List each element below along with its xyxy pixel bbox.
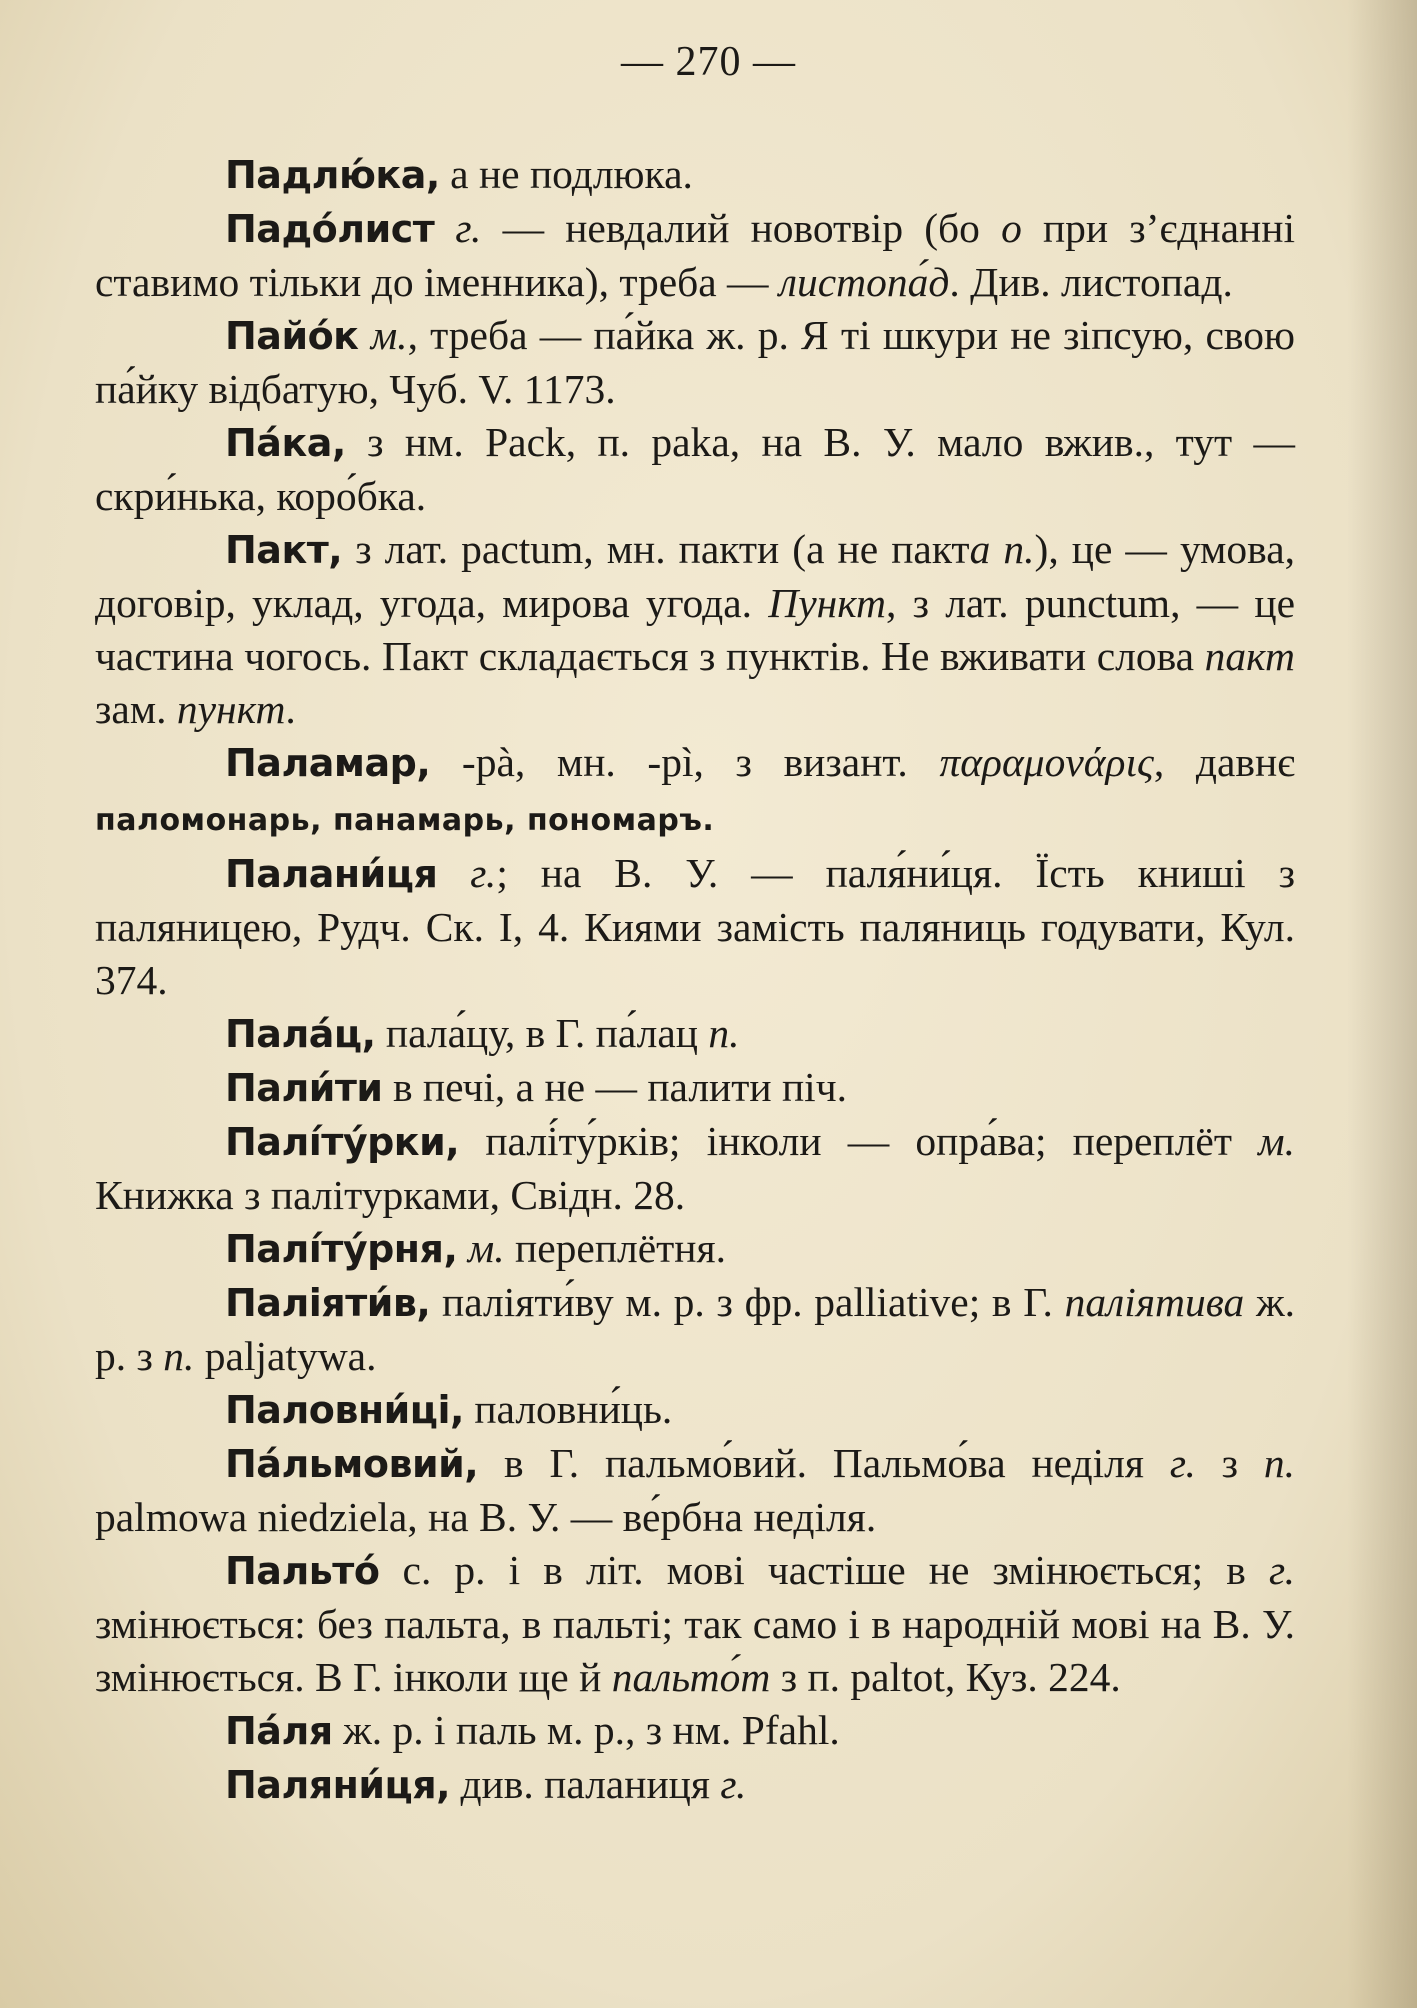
entry-palats <box>95 1007 1295 1061</box>
entry-text: в Г. пальмо́вий. Пальмо́ва неділя <box>478 1440 1170 1486</box>
headword: Па́ка, <box>225 421 346 465</box>
entry-palyty <box>95 1061 1295 1115</box>
entry-text: palmowa niedziela, на В. У. — ве́рбна неділя. <box>95 1494 877 1540</box>
italic-text: г. <box>720 1761 747 1807</box>
headword: Па́льмовий, <box>225 1442 479 1486</box>
entry-text: ж. р. і паль м. р., з нм. Pfahl. <box>332 1707 840 1753</box>
entry-text <box>990 526 1003 572</box>
headword: Пали́ти <box>225 1066 383 1110</box>
italic-text: г. <box>1268 1547 1295 1593</box>
entry-text: при з’єднанні ставимо тільки до іменника), треба — <box>95 205 1295 305</box>
entry-palovnytsi <box>95 1383 1295 1437</box>
entry-paliturky <box>95 1115 1295 1222</box>
entry-text: з лат. pactum, мн. пакти (а не пакт <box>342 526 970 572</box>
headword: Паляни́ця, <box>225 1763 451 1807</box>
entry-paliiatyv <box>95 1276 1295 1383</box>
italic-text: Пункт <box>768 580 887 626</box>
entry-palia <box>95 1704 1295 1758</box>
entry-text: з п. paltot, Куз. 224. <box>770 1654 1121 1700</box>
headword: Пакт, <box>225 528 343 572</box>
entry-text: Книжка з палітурками, Свідн. 28. <box>95 1172 686 1218</box>
italic-text: листопа́д <box>778 259 950 305</box>
entry-pakt <box>95 523 1295 736</box>
entry-text: ), це — умова, договір, уклад, угода, мирова угода. <box>95 526 1296 626</box>
entry-text: див. паланиця <box>450 1761 721 1807</box>
entry-palto <box>95 1544 1295 1704</box>
entry-padliuka <box>95 148 1295 202</box>
page-number: — 270 — <box>621 39 796 85</box>
italic-text: г. <box>1169 1440 1196 1486</box>
entry-palamar <box>95 736 1295 847</box>
entry-padolyst <box>95 202 1295 309</box>
italic-text: п. <box>163 1333 195 1379</box>
grammar-note: м. <box>358 312 408 358</box>
old-slavonic-text: паломонарь, панамарь, пономаръ. <box>95 803 715 838</box>
grammar-note: г. <box>437 850 497 896</box>
italic-text: пальто́т <box>611 1654 771 1700</box>
entry-palmovyi <box>95 1437 1295 1544</box>
grammar-note: м. <box>457 1225 505 1271</box>
headword: Падо́лист <box>225 207 435 251</box>
headword: Падлю́ка, <box>225 153 440 197</box>
italic-text: п. <box>708 1010 740 1056</box>
entry-text: , з лат. punctum, — це частина чогось. Пакт складається з пунктів. Не вживати слова <box>95 580 1295 679</box>
italic-text: пакт <box>1204 633 1295 679</box>
entry-text: — невдалий новотвір (бо <box>481 205 1002 251</box>
entry-text: паліяти́ву м. р. з фр. palliative; в Г. <box>430 1279 1065 1325</box>
italic-text: пункт <box>176 686 286 732</box>
headword: Паловни́ці, <box>225 1388 464 1432</box>
entry-text: а не подлюка. <box>439 151 693 197</box>
entry-text: з <box>1195 1440 1264 1486</box>
italic-text: паліятива <box>1064 1279 1245 1325</box>
entry-text: . Див. листопад. <box>949 259 1233 305</box>
entry-text: . <box>285 686 296 732</box>
italic-text: о <box>1001 205 1022 251</box>
entry-text: зам. <box>95 686 177 732</box>
entry-palanytsia <box>95 847 1295 1007</box>
entry-text: с. р. і в літ. мові частіше не змінюється; в <box>379 1547 1269 1593</box>
headword: Палі́ту́рки, <box>225 1120 460 1164</box>
italic-text: п. <box>1263 1440 1295 1486</box>
entry-text: з нм. Pack, п. paka, на В. У. мало вжив., тут — скри́нька, коро́бка. <box>95 419 1295 519</box>
italic-text: а <box>969 526 991 572</box>
headword: Палани́ця <box>225 852 438 896</box>
italic-text: м. <box>1258 1118 1295 1164</box>
entry-text: paljatywa. <box>194 1333 377 1379</box>
grammar-note: г. <box>434 205 482 251</box>
entry-text: , давнє <box>1153 739 1296 785</box>
entry-text: -pà, мн. -pì, з визант. <box>430 739 940 785</box>
dictionary-text <box>95 148 1295 1812</box>
greek-text: παραμονάρις <box>939 739 1154 785</box>
entry-text: палі́ту́рків; інколи — опра́ва; переплёт <box>459 1118 1259 1164</box>
headword: Паліяти́в, <box>225 1281 431 1325</box>
page-spine-shadow <box>1347 0 1417 2008</box>
entry-text: ж. р. з <box>95 1279 1295 1379</box>
headword: Па́ля <box>225 1709 333 1753</box>
entry-palianytsia <box>95 1758 1295 1812</box>
headword: Пайо́к <box>225 314 359 358</box>
entry-paliturnia <box>95 1222 1295 1276</box>
italic-text: п. <box>1003 526 1035 572</box>
entry-text: паловни́ць. <box>463 1386 673 1432</box>
entry-paka <box>95 416 1295 523</box>
entry-text: змінюється: без пальта, в пальті; так само і в народній мові на В. У. змінюється. В Г. інколи ще й <box>95 1601 1295 1700</box>
entry-paiok <box>95 309 1295 416</box>
entry-text: в печі, а не — палити піч. <box>382 1064 847 1110</box>
entry-text: переплётня. <box>504 1225 726 1271</box>
headword: Паламар, <box>225 741 431 785</box>
entry-text: ; на В. У. — паля́ни́ця. Їсть книші з паляницею, Рудч. Ск. І, 4. Киями замість паляниць годувати, Кул. 374. <box>95 850 1295 1003</box>
headword: Палі́ту́рня, <box>225 1227 458 1271</box>
headword: Пала́ц, <box>225 1012 376 1056</box>
entry-text: пала́цу, в Г. па́лац <box>375 1010 709 1056</box>
entry-text: , треба — па́йка ж. р. Я ті шкури не зіпсую, свою па́йку відбатую, Чуб. V. 1173. <box>95 312 1295 412</box>
headword: Пальто́ <box>225 1549 380 1593</box>
